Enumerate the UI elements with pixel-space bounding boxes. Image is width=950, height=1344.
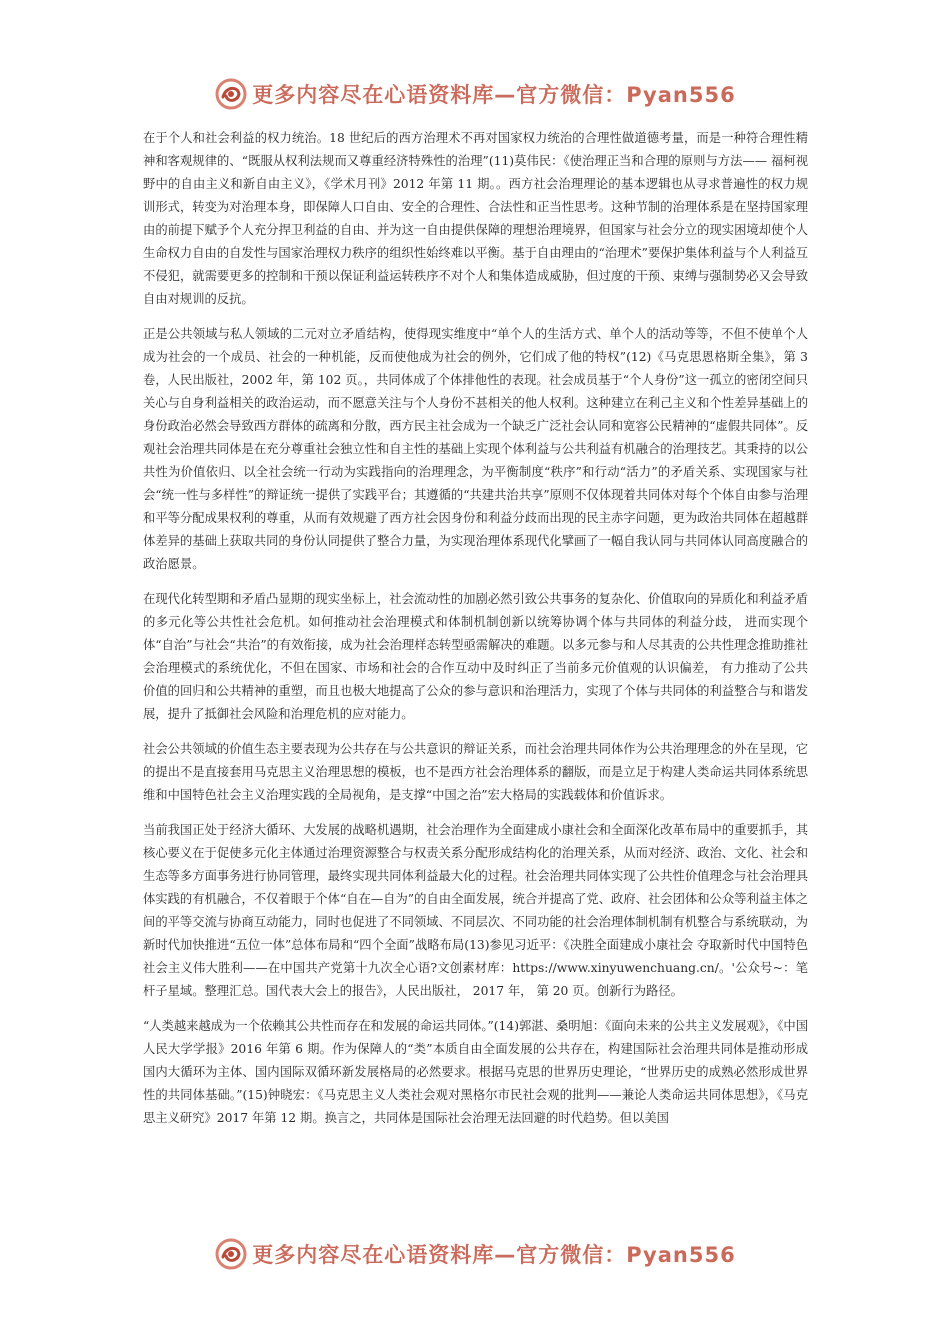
banner-text: 更多内容尽在心语资料库—官方微信：Pyan556	[252, 1243, 736, 1267]
red-swirl-logo-icon	[214, 1237, 248, 1271]
paragraph-4: 社会公共领域的价值生态主要表现为公共存在与公共意识的辩证关系，而社会治理共同体作为公共治理理念的外在呈现，它的提出不是直接套用马克思主义治理思想的模板，也不是西方社会治理体系的翻版，而是立足于构建人类命运共同体系统思维和中国特色社会主义治理实践的全局视角，是支撑“中国之治”宏大格局的实践载体和价值诉求。	[143, 742, 808, 802]
paragraph-5: 当前我国正处于经济大循环、大发展的战略机遇期，社会治理作为全面建成小康社会和全面深化改革布局中的重要抓手，其核心要义在于促使多元化主体通过治理资源整合与权责关系分配形成结构化的治理关系，从而对经济、政治、文化、社会和生态等多方面事务进行协同管理，最终实现共同体利益最大化的过程。社会治理共同体实现了公共性价值理念与社会治理具体实践的有机融合，不仅着眼于个体“自在—自为”的自由全面发展，统合并提高了党、政府、社会团体和公众等利益主体之间的平等交流与协商互动能力，同时也促进了不同领域、不同层次、不同功能的社会治理体制机制有机整合与系统联动，为新时代加快推进“五位一体”总体布局和“四个全面”战略布局(13)参见习近平：《决胜全面建成小康社会 夺取新时代中国特色社会主义伟大胜利——在中国共产党第十九次全心语?文创素材库：https://www.xinyuwenchuang.cn/。'公众号~：笔杆子星域。整理汇总。国代表大会上的报告》，人民出版社， 2017 年， 第 20 页。创新行为路径。	[143, 823, 808, 998]
banner-text: 更多内容尽在心语资料库—官方微信：Pyan556	[252, 83, 736, 107]
paragraph-2: 正是公共领域与私人领域的二元对立矛盾结构，使得现实维度中“单个人的生活方式、单个人的活动等等，不但不使单个人成为社会的一个成员、社会的一种机能，反而使他成为社会的例外，它们成了他的特权”(12)《马克思恩格斯全集》，第 3 卷，人民出版社，2002 年，第 102 页。，共同体成了个体排他性的表现。社会成员基于“个人身份”这一孤立的密闭空间只关心与自身利益相关的政治运动，而不愿意关注与个人身份不甚相关的他人权利。这种建立在利己主义和个性差异基础上的身份政治必然会导致西方群体的疏离和分散，西方民主社会成为一个缺乏广泛社会认同和宽容公民精神的“虚假共同体”。反观社会治理共同体是在充分尊重社会独立性和自主性的基础上实现个体利益与公共利益有机融合的治理技艺。其秉持的以公共性为价值依归、以全社会统一行动为实践指向的治理理念，为平衡制度“秩序”和行动“活力”的矛盾关系、实现国家与社会“统一性与多样性”的辩证统一提供了实践平台；其遵循的“共建共治共享”原则不仅体现着共同体对每个个体自由参与治理和平等分配成果权利的尊重，从而有效规避了西方社会因身份和利益分歧而出现的民主赤字问题，更为政治共同体在超越群体差异的基础上获取共同的身份认同提供了整合力量，为实现治理体系现代化擘画了一幅自我认同与共同体认同高度融合的政治愿景。	[143, 327, 808, 571]
header-banner	[0, 74, 950, 114]
document-body	[143, 127, 808, 1130]
red-swirl-logo-icon	[214, 77, 248, 111]
paragraph-3: 在现代化转型期和矛盾凸显期的现实坐标上，社会流动性的加剧必然引致公共事务的复杂化、价值取向的异质化和利益矛盾的多元化等公共性社会危机。如何推动社会治理模式和体制机制创新以统筹协调个体与共同体的利益分歧， 进而实现个体“自治”与社会“共治”的有效衔接，成为社会治理样态转型亟需解决的难题。以多元参与和人尽其责的公共性理念推助推社会治理模式的系统优化，不但在国家、市场和社会的合作互动中及时纠正了当前多元价值观的认识偏差， 有力推动了公共价值的回归和公共精神的重塑，而且也极大地提高了公众的参与意识和治理活力，实现了个体与共同体的利益整合与和谐发展，提升了抵御社会风险和治理危机的应对能力。	[143, 592, 808, 721]
paragraph-6: “人类越来越成为一个依赖其公共性而存在和发展的命运共同体。”(14)郭湛、桑明旭：《面向未来的公共主义发展观》，《中国人民大学学报》2016 年第 6 期。作为保障人的“类”本质自由全面发展的公共存在，构建国际社会治理共同体是推动形成国内大循环为主体、国内国际双循环新发展格局的必然要求。根据马克思的世界历史理论，“世界历史的成熟必然形成世界性的共同体基础。”(15)钟晓宏：《马克思主义人类社会观对黑格尔市民社会观的批判——兼论人类命运共同体思想》，《马克思主义研究》2017 年第 12 期。换言之，共同体是国际社会治理无法回避的时代趋势。但以美国	[143, 1019, 808, 1125]
footer-banner	[0, 1234, 950, 1274]
paragraph-1: 在于个人和社会利益的权力统治。18 世纪后的西方治理术不再对国家权力统治的合理性做道德考量，而是一种符合理性精神和客观规律的、“既服从权利法规而又尊重经济特殊性的治理”(11)莫伟民：《使治理正当和合理的原则与方法—— 福柯视野中的自由主义和新自由主义》，《学术月刊》2012 年第 11 期。。西方社会治理理论的基本逻辑也从寻求普遍性的权力规训形式，转变为对治理本身，即保障人口自由、安全的合理性、合法性和正当性思考。这种节制的治理体系是在坚持国家理由的前提下赋予个人充分捍卫利益的自由、并为这一自由提供保障的理想治理境界，但国家与社会分立的现实困境却使个人生命权力自由的自发性与国家治理权力秩序的组织性始终难以平衡。基于自由理由的“治理术”要保护集体利益与个人利益互不侵犯，就需要更多的控制和干预以保证利益运转秩序不对个人和集体造成威胁，但过度的干预、束缚与强制势必又会导致自由对规训的反抗。	[143, 131, 808, 306]
